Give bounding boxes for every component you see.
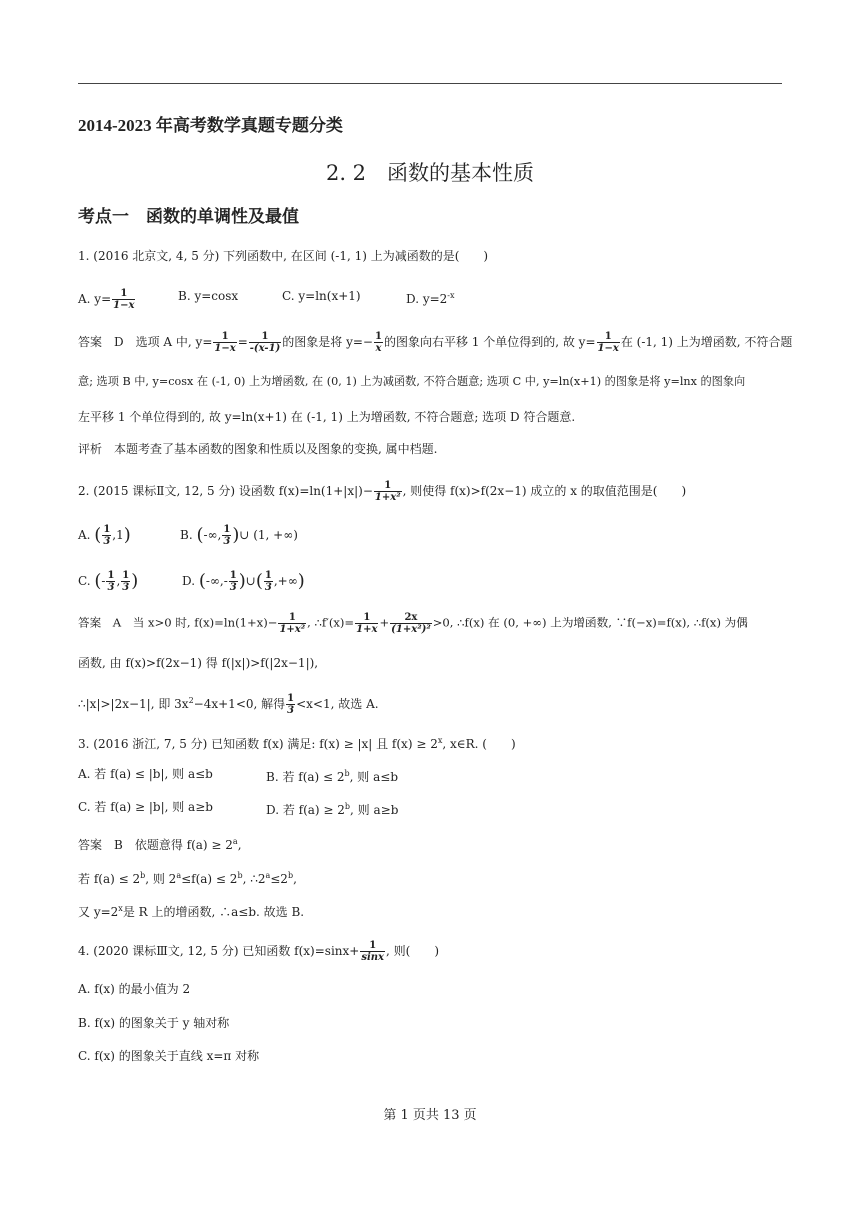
q4-option-b: B. f(x) 的图象关于 y 轴对称 bbox=[78, 1016, 230, 1030]
series-title: 2014-2023 年高考数学真题专题分类 bbox=[78, 116, 343, 135]
chapter-title: 2. 2 函数的基本性质 bbox=[325, 161, 535, 185]
q2-options-cd: C. (- $\frac{1}{3}$ , $\frac{1}{3}$ ) D. (-∞,- $\frac{1}{3}$ )∪( $\frac{1}{3}$ ,+∞) bbox=[78, 570, 305, 593]
q1-review: 评析 本题考查了基本函数的图象和性质以及图象的变换, 属中档题. bbox=[78, 442, 438, 456]
section-title: 考点一 函数的单调性及最值 bbox=[78, 207, 299, 227]
q4-stem: 4. (2020 课标Ⅲ文, 12, 5 分) 已知函数 f(x)=sinx+ $\frac{1}{\sin x}$ , 则( ) bbox=[78, 940, 440, 963]
q1-options: A. y= $\frac{1}{1-x}$ B. y=cosx C. y=ln(x+1) D. $y=2^{-x}$ bbox=[78, 288, 455, 311]
q3-options-ab: A. 若 f(a) ≤ |b|, 则 a≤b B. 若 $f(a) \le 2^b$, 则 a≤b bbox=[78, 767, 399, 784]
q1-answer-line1: 答案 D 选项 A 中, y= $\frac{1}{1-x}$ = $\frac{1}{-(x-1)}$ 的图象是将 y=− $\frac{1}{x}$ 的图象向右平移 1 个单位得到的, 故 y= $\frac{1}{1-x}$ 在 (-1, 1) 上为增函数, 不符合题 bbox=[78, 331, 793, 354]
q3-answer-line1: 答案 B 依题意得 $f(a) \ge 2^a$, bbox=[78, 837, 242, 852]
header-rule bbox=[78, 83, 782, 84]
q1-answer-line2: 意; 选项 B 中, y=cosx 在 (-1, 0) 上为增函数, 在 (0, 1) 上为减函数, 不符合题意; 选项 C 中, y=ln(x+1) 的图象是将 y=lnx 的图象向 bbox=[78, 375, 746, 388]
q3-options-cd: C. 若 f(a) ≥ |b|, 则 a≥b D. 若 $f(a) \ge 2^b$, 则 a≥b bbox=[78, 800, 399, 817]
q2-answer-line1: 答案 A 当 x>0 时, f(x)=ln(1+x)− $\frac{1}{\text{1+x²}}$ , ∴f′(x)= $\frac{1}{1+x}$ + $\frac{2x}{\text{(1+x²)²}}$ >0, ∴f(x) 在 (0, +∞) 上为增函数, ∵f(−x)=f(x), ∴f(x) 为偶 bbox=[78, 612, 748, 635]
q3-answer-line3: 又 $y=2^x$是 R 上的增函数, ∴a≤b. 故选 B. bbox=[78, 904, 305, 919]
q2-stem: 2. (2015 课标Ⅱ文, 12, 5 分) 设函数 f(x)=ln(1+|x|)− $\frac{1}{\text{1+x²}}$ , 则使得 f(x)>f(2x−1) 成立的 x 的取值范围是( ) bbox=[78, 480, 687, 503]
q1-answer-line3: 左平移 1 个单位得到的, 故 y=ln(x+1) 在 (-1, 1) 上为增函数, 不符合题意; 选项 D 符合题意. bbox=[78, 410, 576, 424]
q4-option-c: C. f(x) 的图象关于直线 x=π 对称 bbox=[78, 1049, 260, 1063]
q2-options-ab: A. ( $\frac{1}{3}$ ,1) B. (-∞, $\frac{1}{3}$ )∪ (1, +∞) bbox=[78, 524, 298, 547]
q4-option-a: A. f(x) 的最小值为 2 bbox=[78, 982, 191, 996]
q1-stem: 1. (2016 北京文, 4, 5 分) 下列函数中, 在区间 (-1, 1) 上为减函数的是( ) bbox=[78, 249, 489, 263]
q3-stem: 3. (2016 浙江, 7, 5 分) 已知函数 f(x) 满足: f(x) ≥ |x| 且 $f(x) \ge 2^x$, x∈R. ( ) bbox=[78, 736, 516, 751]
q2-answer-line2: 函数, 由 f(x)>f(2x−1) 得 f(|x|)>f(|2x−1|), bbox=[78, 656, 319, 670]
q3-answer-line2: 若 $f(a) \le 2^b$, 则 $2^a\le f(a) \le 2^b$, $\therefore 2^a\le 2^b$, bbox=[78, 871, 297, 886]
page-footer: 第 1 页共 13 页 bbox=[383, 1108, 477, 1123]
q2-answer-line3: ∴|x|>|2x−1|, 即 $3x^2-4x+1<0$, 解得 $\frac{1}{3}$ <x<1, 故选 A. bbox=[78, 693, 379, 716]
